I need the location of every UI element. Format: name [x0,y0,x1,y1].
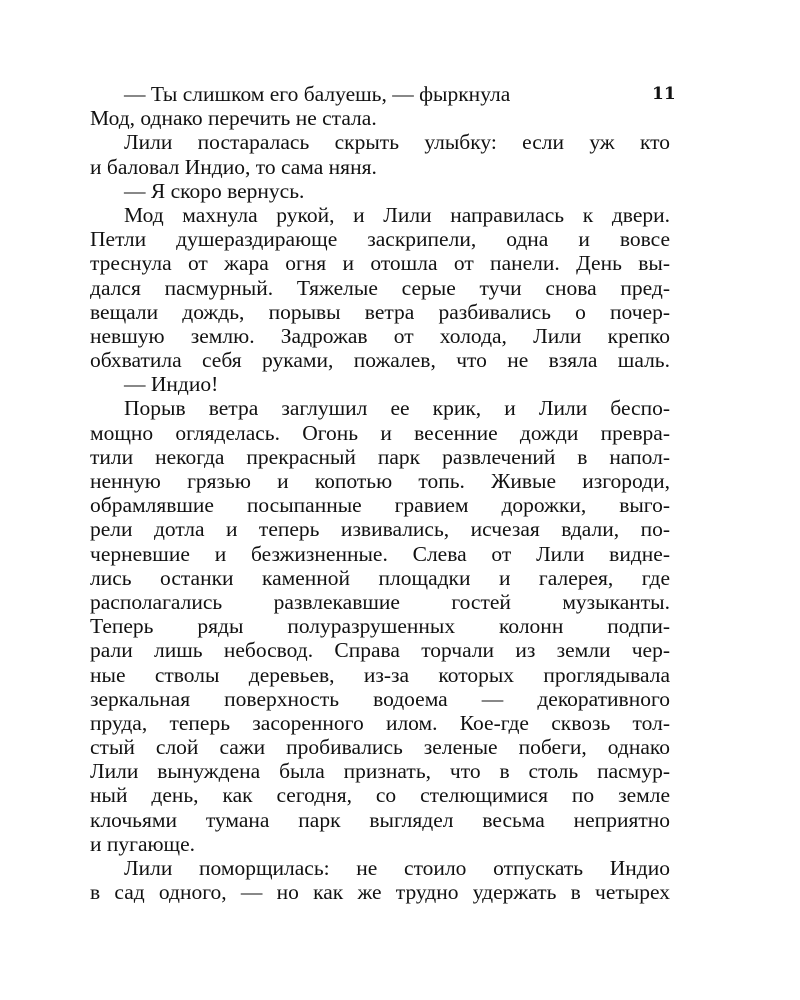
text-line: лись останки каменной площадки и галерея, где [90,565,670,590]
text-line: треснула от жара огня и отошла от панели. День вы- [90,251,670,276]
text-line: — Я скоро вернусь. [124,178,305,203]
text-line: вещали дождь, порывы ветра разбивались о почер- [90,299,670,324]
text-line: Лили постаралась скрыть улыбку: если уж кто [124,130,670,155]
page-number: 11 [652,84,676,104]
text-line: Лили поморщилась: не стоило отпускать Индио [124,856,670,880]
text-line: дался пасмурный. Тяжелые серые тучи снова пред- [90,275,670,300]
text-line: обрамлявшие посыпанные гравием дорожки, выго- [90,493,670,518]
text-line: Мод махнула рукой, и Лили направилась к двери. [124,202,670,227]
text-line: в сад одного, — но как же трудно удержать в четырех [90,880,670,905]
text-line: Теперь ряды полуразрушенных колонн подпи- [90,614,670,639]
text-line: и пугающе. [90,831,196,856]
text-line: и баловал Индио, то сама няня. [90,154,377,179]
text-line: пруда, теперь засоренного илом. Кое-где сквозь тол- [90,710,670,735]
text-line: рали лишь небосвод. Справа торчали из земли чер- [90,638,670,663]
text-line: — Ты слишком его балуешь, — фыркнула [124,82,511,106]
text-line: — Индио! [124,372,219,397]
text-line: рели дотла и теперь извивались, исчезая вдали, по- [90,517,670,542]
text-line: черневшие и безжизненные. Слева от Лили видне- [90,541,670,566]
text-line: ные стволы деревьев, из-за которых проглядывала [90,662,670,687]
text-line: Петли душераздирающе заскрипели, одна и вовсе [90,227,670,252]
text-line: Мод, однако перечить не стала. [90,106,377,131]
text-line: клочьями тумана парк выглядел весьма неприятно [90,807,670,832]
text-line: невшую землю. Задрожав от холода, Лили крепко [90,323,670,348]
text-line: зеркальная поверхность водоема — декоративного [90,686,670,711]
text-line: ненную грязью и копотью топь. Живые изгороди, [90,469,670,493]
text-line: располагались развлекавшие гостей музыканты. [90,589,670,614]
text-line: ный день, как сегодня, со стелющимися по земле [90,783,670,808]
text-line: Порыв ветра заглушил ее крик, и Лили беспо- [124,396,670,421]
body-text [90,82,670,904]
text-line: Лили вынуждена была признать, что в столь пасмур- [90,759,670,784]
text-line: мощно огляделась. Огонь и весенние дожди превра- [90,420,670,445]
text-line: обхватила себя руками, пожалев, что не взяла шаль. [90,348,670,373]
text-line: стый слой сажи пробивались зеленые побеги, однако [90,735,670,760]
text-line: тили некогда прекрасный парк развлечений в напол- [90,444,670,469]
